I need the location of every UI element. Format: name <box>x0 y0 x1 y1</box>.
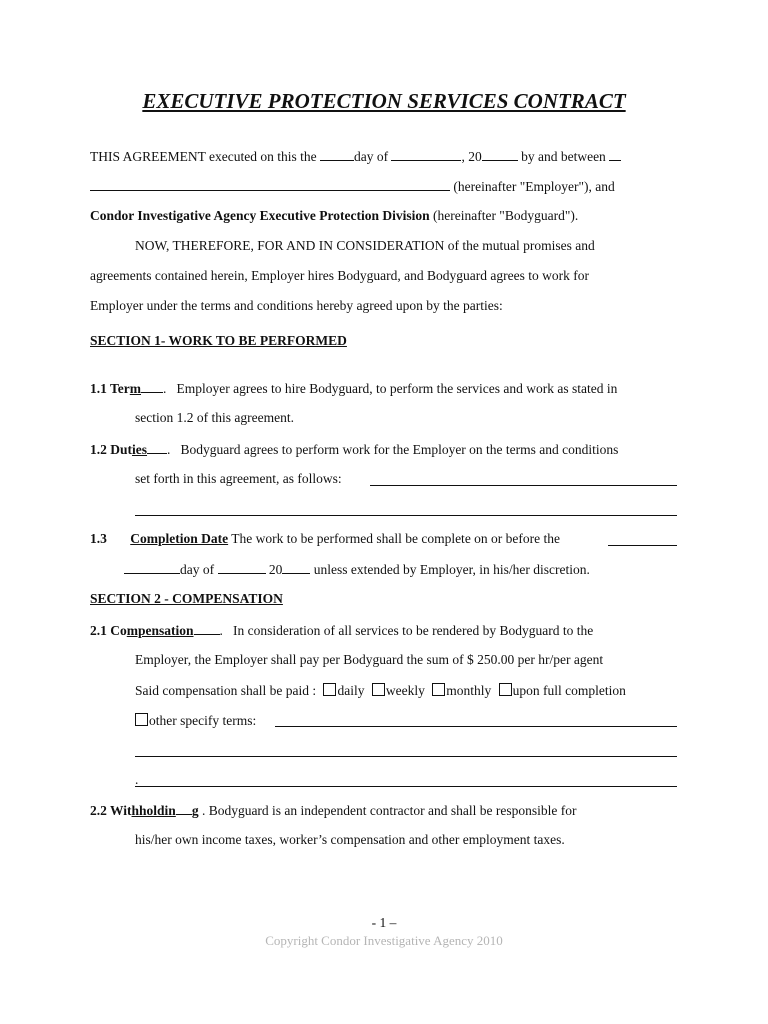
clause-1-2: 1.2 Duties . Bodyguard agrees to perform work for the Employer on the terms and conditions <box>90 442 619 457</box>
completion-month-blank[interactable] <box>218 562 266 574</box>
clause-text: Employer agrees to hire Bodyguard, to perform the services and work as stated in <box>176 381 618 396</box>
clause-text: unless extended by Employer, in his/her discretion. <box>313 562 590 577</box>
consideration-line-1: NOW, THEREFORE, FOR AND IN CONSIDERATION of the mutual promises and <box>135 238 595 253</box>
option-label: weekly <box>385 683 425 698</box>
payment-label: Said compensation shall be paid : <box>135 683 317 698</box>
clause-2-2-cont: his/her own income taxes, worker’s compensation and other employment taxes. <box>135 832 565 847</box>
document-title: EXECUTIVE PROTECTION SERVICES CONTRACT <box>142 89 626 113</box>
year-blank[interactable] <box>482 149 518 161</box>
clause-label-rule <box>147 442 167 454</box>
intro-text: (hereinafter "Employer"), and <box>453 179 615 194</box>
consideration-line-3: Employer under the terms and conditions hereby agreed upon by the parties: <box>90 298 503 313</box>
consideration-line-2: agreements contained herein, Employer hires Bodyguard, and Bodyguard agrees to work for <box>90 268 589 283</box>
clause-1-1-cont: section 1.2 of this agreement. <box>135 410 294 425</box>
other-terms-blank-1[interactable] <box>275 726 677 727</box>
option-label: upon full completion <box>512 683 626 698</box>
option-label: daily <box>337 683 365 698</box>
checkbox-other[interactable] <box>135 713 148 726</box>
payment-other <box>135 713 256 728</box>
clause-number: 1.2 Dut <box>90 442 133 457</box>
clause-number: 1.3 <box>90 531 107 546</box>
intro-line-3 <box>90 209 578 223</box>
party-blank[interactable] <box>609 149 621 161</box>
clause-label-rule <box>194 623 220 635</box>
clause-label: ies <box>132 442 148 457</box>
clause-2-1: 2.1 Compensation . In consideration of all services to be rendered by Bodyguard to the <box>90 623 594 638</box>
other-terms-blank-3[interactable] <box>135 786 677 787</box>
clause-number: 2.1 Co <box>90 623 127 638</box>
checkbox-monthly[interactable] <box>432 683 445 696</box>
duties-blank-2[interactable] <box>135 515 677 516</box>
duties-blank-1[interactable] <box>370 485 677 486</box>
intro-text: , 20 <box>461 149 482 164</box>
clause-text: day of <box>180 562 215 577</box>
clause-label-rule <box>141 381 163 393</box>
clause-label: g <box>191 803 199 818</box>
intro-text: (hereinafter "Bodyguard"). <box>432 208 579 223</box>
page-number: - 1 – <box>371 915 397 930</box>
clause-2-2 <box>90 803 576 818</box>
payment-options <box>135 683 626 698</box>
clause-text: 20 <box>268 562 283 577</box>
completion-date-blank[interactable] <box>608 545 677 546</box>
option-label: other specify terms: <box>149 713 257 728</box>
agency-name: Condor Investigative Agency Executive Protection Division <box>90 208 430 223</box>
intro-text: THIS AGREEMENT executed on this the <box>90 149 317 164</box>
clause-text: set forth in this agreement, as follows: <box>135 471 342 486</box>
other-terms-blank-2[interactable] <box>135 756 677 757</box>
clause-1-2-cont <box>135 472 342 486</box>
checkbox-upon-completion[interactable] <box>499 683 512 696</box>
clause-number: 2.2 Wit <box>90 803 132 818</box>
clause-label-rule <box>176 803 192 815</box>
clause-text: Bodyguard agrees to perform work for the Employer on the terms and conditions <box>180 442 619 457</box>
section-1-heading: SECTION 1- WORK TO BE PERFORMED <box>90 333 347 348</box>
intro-text: by and between <box>521 149 606 164</box>
checkbox-daily[interactable] <box>323 683 336 696</box>
checkbox-weekly[interactable] <box>372 683 385 696</box>
section-2-heading: SECTION 2 - COMPENSATION <box>90 591 283 606</box>
intro-line-1 <box>90 149 621 164</box>
completion-year-blank[interactable] <box>282 562 310 574</box>
clause-label: m <box>129 381 142 396</box>
clause-text: . Bodyguard is an independent contractor and shall be responsible for <box>201 803 577 818</box>
clause-label: mpensation <box>126 623 194 638</box>
clause-number: 1.1 Ter <box>90 381 130 396</box>
clause-2-1-rate: Employer, the Employer shall pay per Bodyguard the sum of $ 250.00 per hr/per agent <box>135 652 604 667</box>
month-blank[interactable] <box>391 149 461 161</box>
clause-text: In consideration of all services to be rendered by Bodyguard to the <box>233 623 594 638</box>
copyright-notice: Copyright Condor Investigative Agency 2010 <box>265 933 503 948</box>
clause-label: hholdin <box>131 803 176 818</box>
day-blank[interactable] <box>320 149 354 161</box>
clause-1-3 <box>90 532 560 546</box>
intro-line-2 <box>90 179 615 194</box>
intro-text: day of <box>353 149 389 164</box>
clause-1-3-cont <box>124 562 590 577</box>
clause-text: The work to be performed shall be complete on or before the <box>231 531 561 546</box>
completion-day-blank[interactable] <box>124 562 180 574</box>
employer-name-blank[interactable] <box>90 179 450 191</box>
clause-1-1: 1.1 Term . Employer agrees to hire Bodyguard, to perform the services and work as stated in <box>90 381 618 396</box>
clause-label: Completion Date <box>130 531 229 546</box>
other-terms-dot: . <box>135 772 139 787</box>
option-label: monthly <box>446 683 492 698</box>
